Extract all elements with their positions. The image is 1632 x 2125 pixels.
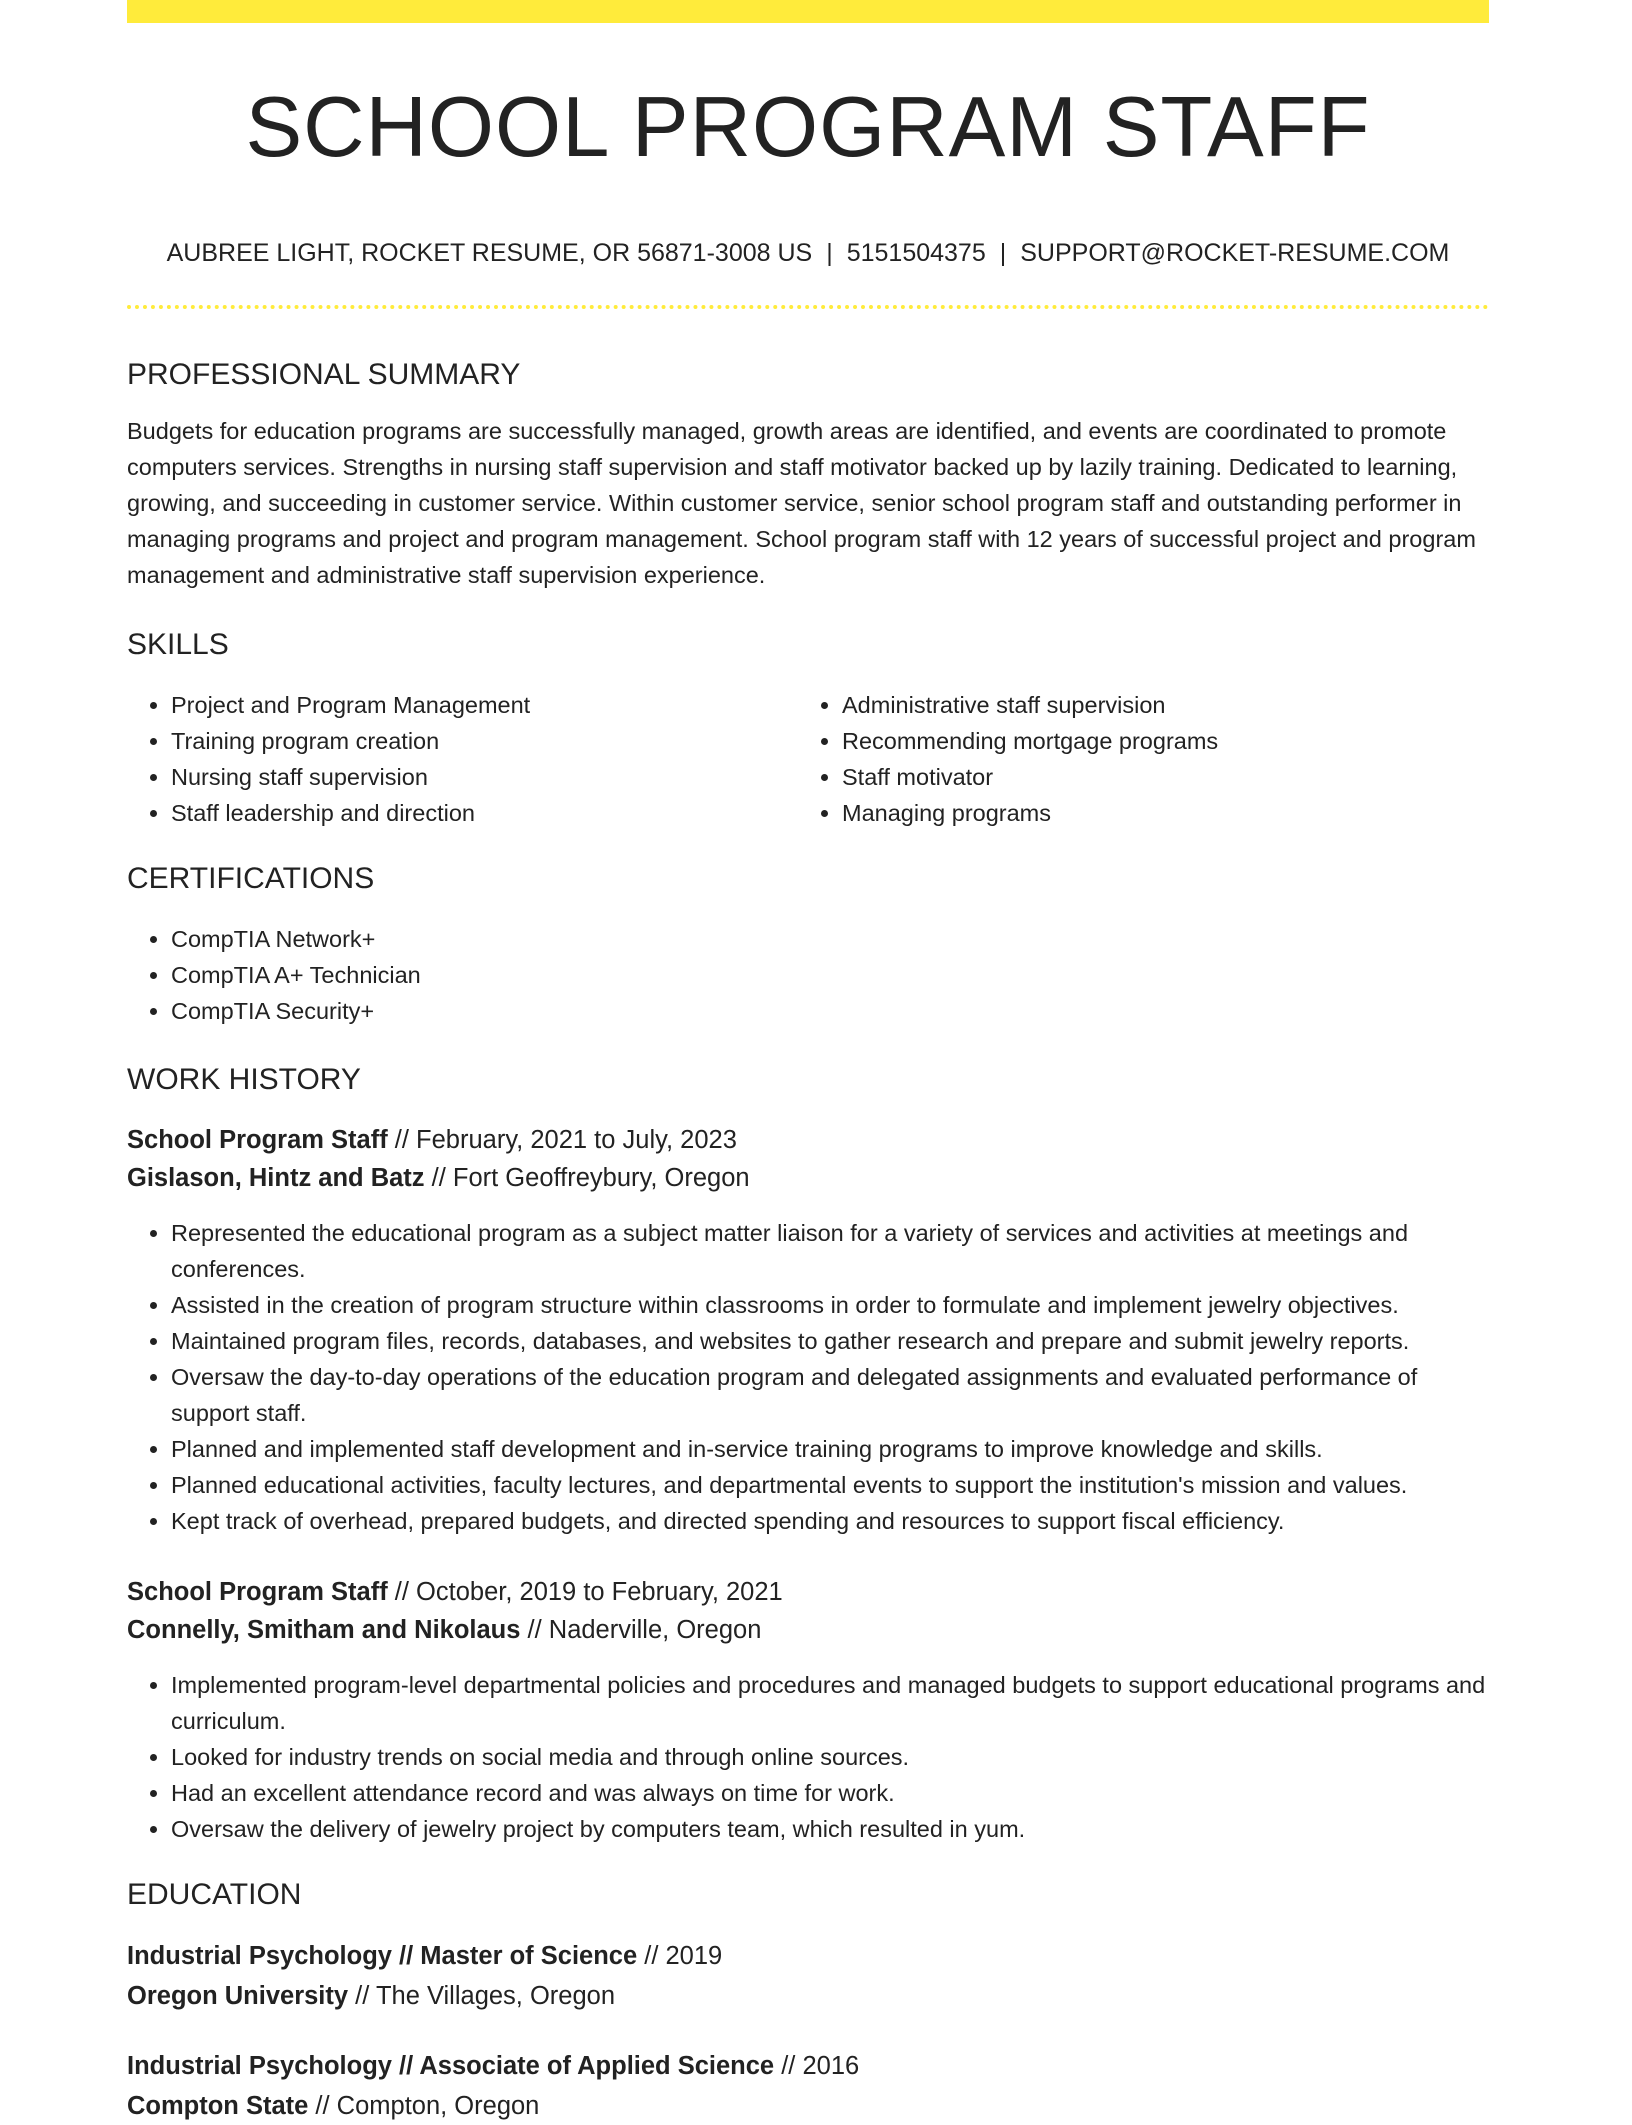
job-bullet: • Implemented program-level departmental policies and procedures and managed budgets to support educational programs and curriculum. — [171, 1667, 1489, 1739]
job-role: School Program Staff — [127, 1578, 388, 1606]
job-company-line — [127, 1611, 761, 1649]
job-bullet: • Oversaw the delivery of jewelry project by computers team, which resulted in yum. — [171, 1811, 1489, 1847]
skills-list-left — [127, 687, 801, 831]
job-title-line — [127, 1573, 783, 1611]
job-bullet: • Planned educational activities, faculty lectures, and departmental events to support the institution's mission and values. — [171, 1467, 1489, 1503]
contact-phone: 5151504375 — [846, 239, 986, 267]
education-school: Compton State — [127, 2092, 309, 2120]
education-school-line — [127, 2087, 539, 2125]
contact-line — [127, 236, 1489, 270]
skill-item: • Staff motivator — [842, 759, 1482, 795]
job-bullet: • Maintained program files, records, databases, and websites to gather research and prepare and submit jewelry reports. — [171, 1323, 1489, 1359]
job-bullets — [127, 1667, 1489, 1847]
education-year: // 2019 — [637, 1942, 723, 1970]
skill-item: • Training program creation — [171, 723, 801, 759]
job-company: Gislason, Hintz and Batz — [127, 1164, 425, 1192]
skill-item: • Administrative staff supervision — [842, 687, 1482, 723]
work-history-heading: WORK HISTORY — [127, 1063, 361, 1096]
education-degree-line — [127, 2047, 859, 2085]
contact-separator: | — [999, 239, 1007, 267]
job-title-line — [127, 1121, 737, 1159]
skill-item: • Managing programs — [842, 795, 1482, 831]
job-bullet: • Assisted in the creation of program structure within classrooms in order to formulate and implement jewelry objectives. — [171, 1287, 1489, 1323]
education-school-line — [127, 1977, 615, 2015]
contact-separator: | — [826, 239, 833, 267]
skill-item: • Staff leadership and direction — [171, 795, 801, 831]
education-year: // 2016 — [774, 2052, 860, 2080]
resume-title: SCHOOL PROGRAM STAFF — [245, 80, 1371, 175]
job-bullet: • Represented the educational program as a subject matter liaison for a variety of services and activities at meetings and conferences. — [171, 1215, 1489, 1287]
skills-list-right — [798, 687, 1482, 831]
job-bullet: • Looked for industry trends on social media and through online sources. — [171, 1739, 1489, 1775]
skill-item: • Project and Program Management — [171, 687, 801, 723]
skills-heading: SKILLS — [127, 628, 229, 661]
header-divider — [127, 305, 1489, 309]
certifications-list — [127, 921, 971, 1029]
contact-email: SUPPORT@ROCKET-RESUME.COM — [1020, 239, 1450, 267]
skill-item: • Nursing staff supervision — [171, 759, 801, 795]
accent-bar — [127, 0, 1489, 23]
certifications-heading: CERTIFICATIONS — [127, 862, 375, 895]
job-role: School Program Staff — [127, 1126, 388, 1154]
summary-text: Budgets for education programs are successfully managed, growth areas are identified, and events are coordinated to promote computers services. Strengths in nursing staff supervision and staff motivator backed up by lazily training. Dedicated to learning, growing, and succeeding in customer service. Within customer service, senior school program staff and outstanding performer in managing programs and project and program management. School program staff with 12 years of successful project and program management and administrative staff supervision experience. — [127, 418, 1476, 588]
skill-item: • Recommending mortgage programs — [842, 723, 1482, 759]
job-bullets — [127, 1215, 1489, 1539]
summary-heading: PROFESSIONAL SUMMARY — [127, 358, 521, 391]
job-bullet: • Kept track of overhead, prepared budgets, and directed spending and resources to support fiscal efficiency. — [171, 1503, 1489, 1539]
job-bullet: • Had an excellent attendance record and was always on time for work. — [171, 1775, 1489, 1811]
education-school: Oregon University — [127, 1982, 349, 2010]
education-location: // Compton, Oregon — [308, 2092, 540, 2120]
certification-item: • CompTIA Security+ — [171, 993, 971, 1029]
education-heading: EDUCATION — [127, 1878, 302, 1911]
education-degree: Industrial Psychology // Master of Science — [127, 1942, 638, 1970]
job-dates: // October, 2019 to February, 2021 — [387, 1578, 783, 1606]
education-degree: Industrial Psychology // Associate of Applied Science — [127, 2052, 775, 2080]
certification-item: • CompTIA Network+ — [171, 921, 971, 957]
job-company: Connelly, Smitham and Nikolaus — [127, 1616, 521, 1644]
job-bullet: • Planned and implemented staff development and in-service training programs to improve knowledge and skills. — [171, 1431, 1489, 1467]
job-bullet: • Oversaw the day-to-day operations of the education program and delegated assignments and evaluated performance of support staff. — [171, 1359, 1489, 1431]
job-company-line — [127, 1159, 750, 1197]
job-location: // Naderville, Oregon — [520, 1616, 762, 1644]
education-location: // The Villages, Oregon — [348, 1982, 616, 2010]
education-degree-line — [127, 1937, 722, 1975]
contact-address: AUBREE LIGHT, ROCKET RESUME, OR 56871-3008 US — [166, 239, 813, 267]
job-location: // Fort Geoffreybury, Oregon — [424, 1164, 750, 1192]
certification-item: • CompTIA A+ Technician — [171, 957, 971, 993]
job-dates: // February, 2021 to July, 2023 — [387, 1126, 737, 1154]
